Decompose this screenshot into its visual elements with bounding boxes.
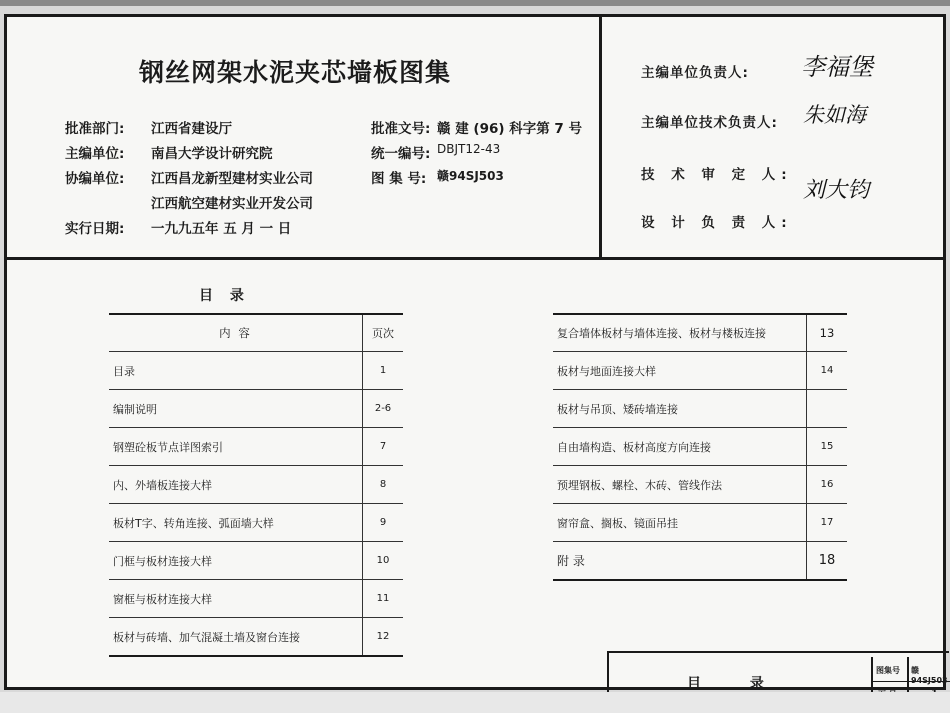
toc-item: 复合墙体板材与墙体连接、板材与楼板连接	[553, 314, 807, 352]
toc-page: 1	[363, 352, 404, 390]
toc-left-table	[109, 313, 403, 657]
technical-reviewer-signature: 刘大钧	[803, 178, 870, 203]
toc-row	[553, 466, 847, 504]
co-editor-label: 协编单位:	[65, 171, 125, 187]
toc-item: 窗框与板材连接大样	[109, 580, 363, 618]
toc-row	[553, 352, 847, 390]
toc-row	[109, 580, 403, 618]
toc-page: 13	[807, 314, 848, 352]
toc-item: 钢塑砼板节点详图索引	[109, 428, 363, 466]
effective-date-label: 实行日期:	[65, 221, 125, 237]
toc-row	[109, 618, 403, 657]
toc-item: 内、外墙板连接大样	[109, 466, 363, 504]
toc-item: 目录	[109, 352, 363, 390]
toc-header-content: 内 容	[109, 314, 363, 352]
toc-page: 10	[363, 542, 404, 580]
toc-row	[109, 428, 403, 466]
technical-head-label: 主编单位技术负责人:	[641, 115, 778, 131]
title-block-title: 目 录	[687, 676, 786, 692]
scan-top-edge	[0, 0, 950, 6]
toc-header-page: 页次	[363, 314, 404, 352]
effective-date-value: 一九九五年 五 月 一 日	[151, 221, 292, 237]
toc-row	[553, 314, 847, 352]
approval-dept-label: 批准部门:	[65, 121, 125, 137]
atlas-no-cell-label: 图集号	[876, 666, 900, 675]
toc-row	[109, 352, 403, 390]
toc-page: 15	[807, 428, 848, 466]
toc-item: 自由墙构造、板材高度方向连接	[553, 428, 807, 466]
toc-page: 9	[363, 504, 404, 542]
toc-item: 编制说明	[109, 390, 363, 428]
toc-row	[553, 428, 847, 466]
toc-page: 14	[807, 352, 848, 390]
chief-editor-value: 南昌大学设计研究院	[151, 146, 273, 162]
technical-reviewer-label: 技 术 审 定 人:	[641, 167, 793, 183]
unified-no-value: DBJT12-43	[437, 142, 501, 156]
toc-row	[553, 504, 847, 542]
co-editor-value-2: 江西航空建材实业开发公司	[151, 196, 313, 212]
co-editor-value-1: 江西昌龙新型建材实业公司	[151, 171, 313, 187]
atlas-title: 钢丝网架水泥夹芯墙板图集	[139, 58, 452, 87]
header-horizontal-divider	[7, 257, 943, 260]
chief-editor-label: 主编单位:	[65, 146, 125, 162]
toc-header-row	[109, 314, 403, 352]
atlas-no-label: 图 集 号:	[371, 171, 427, 187]
toc-item: 板材与砖墙、加气混凝土墙及窗台连接	[109, 618, 363, 657]
approval-no-value: 赣 建 (96) 科字第 7 号	[437, 121, 583, 137]
chief-unit-head-label: 主编单位负责人:	[641, 65, 749, 81]
toc-row	[109, 466, 403, 504]
toc-item: 预埋钢板、螺栓、木砖、管线作法	[553, 466, 807, 504]
design-head-label: 设 计 负 责 人:	[641, 215, 793, 231]
toc-title: 目 录	[199, 288, 250, 304]
atlas-no-cell-value: 赣94SJ503	[911, 666, 948, 685]
toc-item: 板材与地面连接大样	[553, 352, 807, 390]
toc-item: 窗帘盒、搁板、镜面吊挂	[553, 504, 807, 542]
technical-head-signature: 朱如海	[803, 103, 866, 127]
toc-row	[553, 390, 847, 428]
header-vertical-divider	[599, 17, 602, 259]
toc-item: 门框与板材连接大样	[109, 542, 363, 580]
toc-page: 12	[363, 618, 404, 657]
toc-page: 7	[363, 428, 404, 466]
toc-page: 8	[363, 466, 404, 504]
scan-bottom-edge	[0, 692, 950, 713]
unified-no-label: 统一编号:	[371, 146, 431, 162]
toc-right-table	[553, 313, 847, 581]
toc-row	[553, 542, 847, 581]
toc-row	[109, 504, 403, 542]
toc-page: 11	[363, 580, 404, 618]
toc-row	[109, 542, 403, 580]
chief-unit-head-signature: 李福堡	[801, 53, 873, 81]
atlas-no-value: 赣94SJ503	[437, 169, 504, 183]
toc-row	[109, 390, 403, 428]
toc-page: 2-6	[363, 390, 404, 428]
toc-item: 板材与吊顶、矮砖墙连接	[553, 390, 807, 428]
toc-page	[807, 390, 848, 428]
toc-page: 18	[807, 542, 848, 581]
approval-no-label: 批准文号:	[371, 121, 431, 137]
drawing-sheet	[4, 14, 946, 690]
approval-dept-value: 江西省建设厅	[151, 121, 232, 137]
toc-item: 板材T字、转角连接、弧面墙大样	[109, 504, 363, 542]
toc-item: 附 录	[553, 542, 807, 581]
toc-page: 16	[807, 466, 848, 504]
toc-page: 17	[807, 504, 848, 542]
